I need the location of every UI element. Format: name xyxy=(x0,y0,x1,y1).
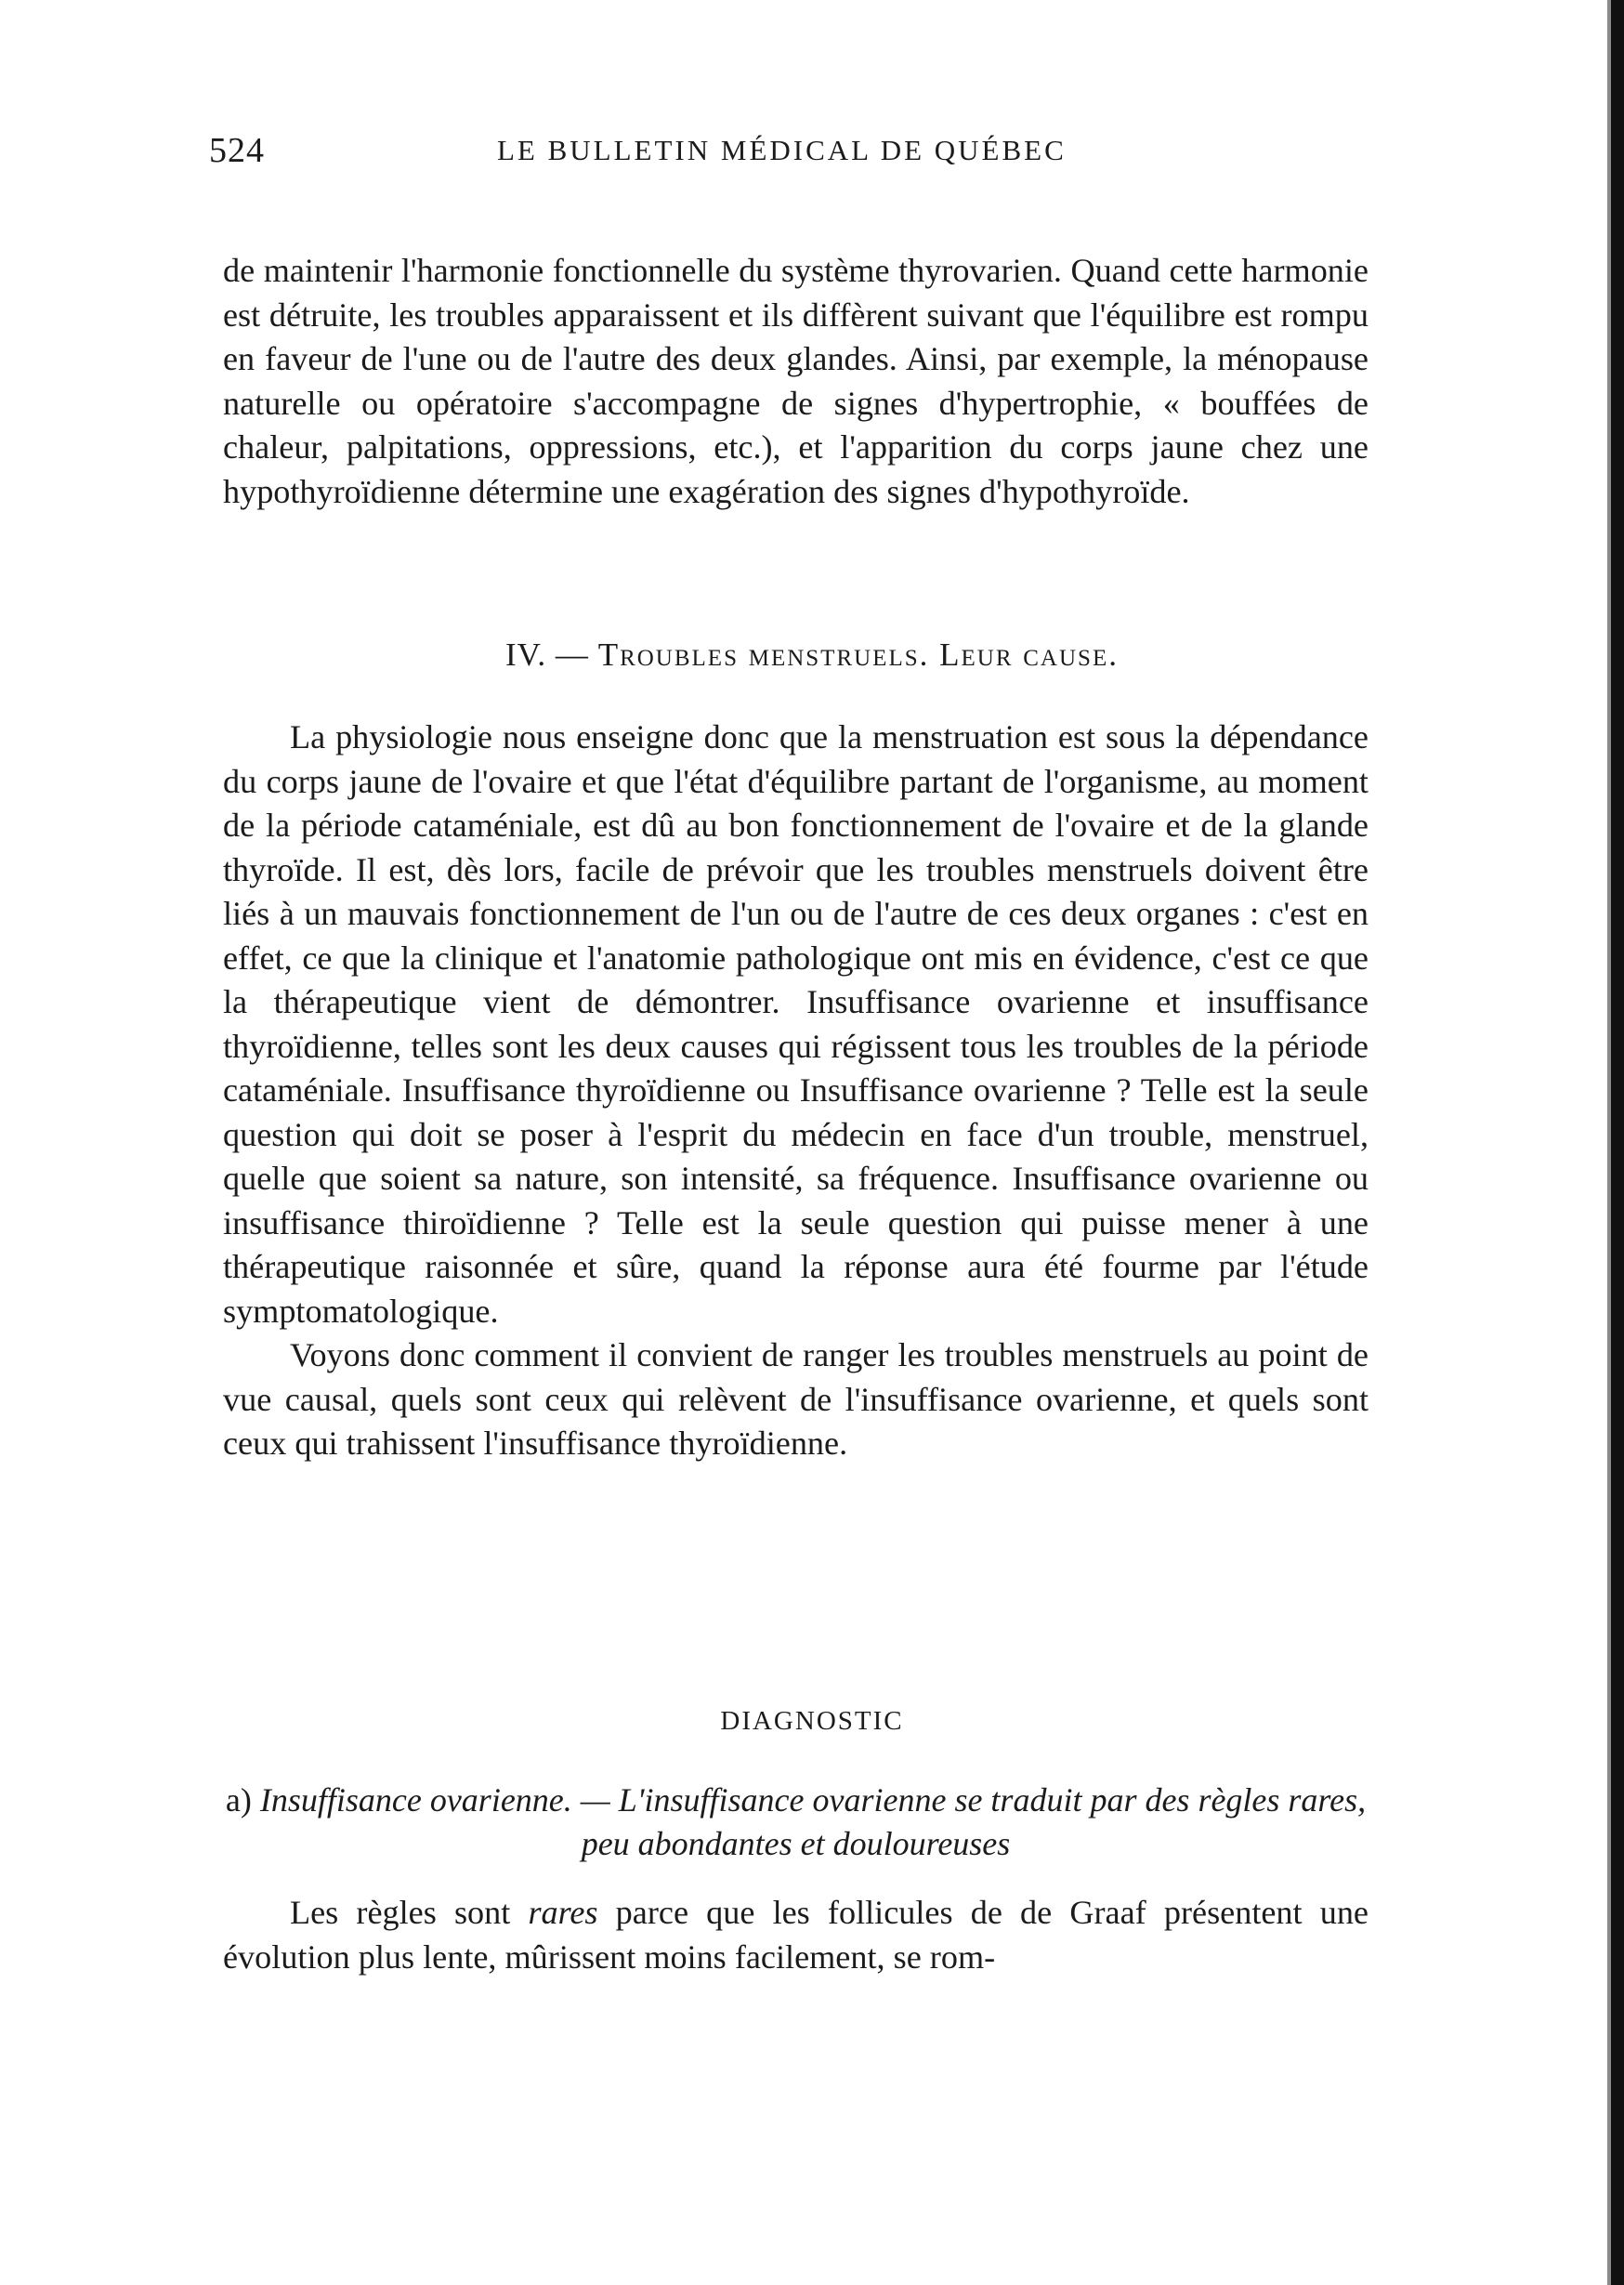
subheading-title: Insuffisance ovarienne. — L'insuffisance ovarienne se traduit par des règles rares, peu abondantes et douloureuses xyxy=(259,1781,1367,1862)
diagnostic-heading: DIAGNOSTIC xyxy=(720,1706,904,1736)
paragraph-text: de maintenir l'harmonie fonctionnelle du système thyrovarien. Quand cette harmonie est détruite, les troubles apparaissent et ils diffèrent suivant que l'équilibre est rompu en faveur de l'une ou de l'autre des deux glandes. Ainsi, par exemple, la ménopause naturelle ou opératoire s'accompagne de signes d'hypertrophie, « bouffées de chaleur, palpitations, oppressions, etc.), et l'apparition du corps jaune chez une hypothyroïdienne détermine une exagération des signes d'hypothyroïde. xyxy=(223,252,1369,510)
paragraph-text-end: parce que les follicules de de Graaf présentent une évolution plus lente, mûrissent moins facilement, se rom- xyxy=(223,1894,1369,1976)
paragraph xyxy=(223,1891,1369,1979)
section-body xyxy=(223,716,1369,1466)
continued-paragraph xyxy=(223,249,1369,514)
emphasis-text: rares xyxy=(528,1894,598,1931)
page-edge xyxy=(1611,0,1624,2285)
page-number: 524 xyxy=(209,131,265,170)
last-paragraph xyxy=(223,1891,1369,1979)
section-heading xyxy=(0,637,1624,674)
subheading xyxy=(223,1779,1369,1866)
paragraph: Voyons donc comment il convient de ranger les troubles menstruels au point de vue causal, quels sont ceux qui relèvent de l'insuffisance ovarienne, et quels sont ceux qui trahissent l'insuffisance thyroïdienne. xyxy=(223,1336,1369,1462)
subheading-label: a) xyxy=(225,1781,252,1819)
page-header xyxy=(209,130,1370,186)
section-title: Troubles menstruels. Leur cause. xyxy=(597,637,1119,673)
section-number: IV. — xyxy=(505,637,589,673)
running-title: LE BULLETIN MÉDICAL DE QUÉBEC xyxy=(497,134,1067,166)
paragraph-text-start: Les règles sont xyxy=(290,1894,529,1931)
paragraph: La physiologie nous enseigne donc que la menstruation est sous la dépendance du corps jaune de l'ovaire et que l'état d'équilibre partant de l'organisme, au moment de la période cataméniale, est dû au bon fonctionnement de l'ovaire et de la glande thyroïde. Il est, dès lors, facile de prévoir que les troubles menstruels doivent être liés à un mauvais fonctionnement de l'un ou de l'autre de ces deux organes : c'est en effet, ce que la clinique et l'anatomie pathologique ont mis en évidence, c'est ce que la thérapeutique vient de démontrer. Insuffisance ovarienne et insuffisance thyroïdienne, telles sont les deux causes qui régissent tous les troubles de la période cataméniale. Insuffisance thyroïdienne ou Insuffisance ovarienne ? Telle est la seule question qui doit se poser à l'esprit du médecin en face d'un trouble, menstruel, quelle que soient sa nature, son intensité, sa fréquence. Insuffisance ovarienne ou insuffisance thiroïdienne ? Telle est la seule question qui puisse mener à une thérapeutique raisonnée et sûre, quand la réponse aura été fourme par l'étude symptomatologique. xyxy=(223,718,1369,1330)
